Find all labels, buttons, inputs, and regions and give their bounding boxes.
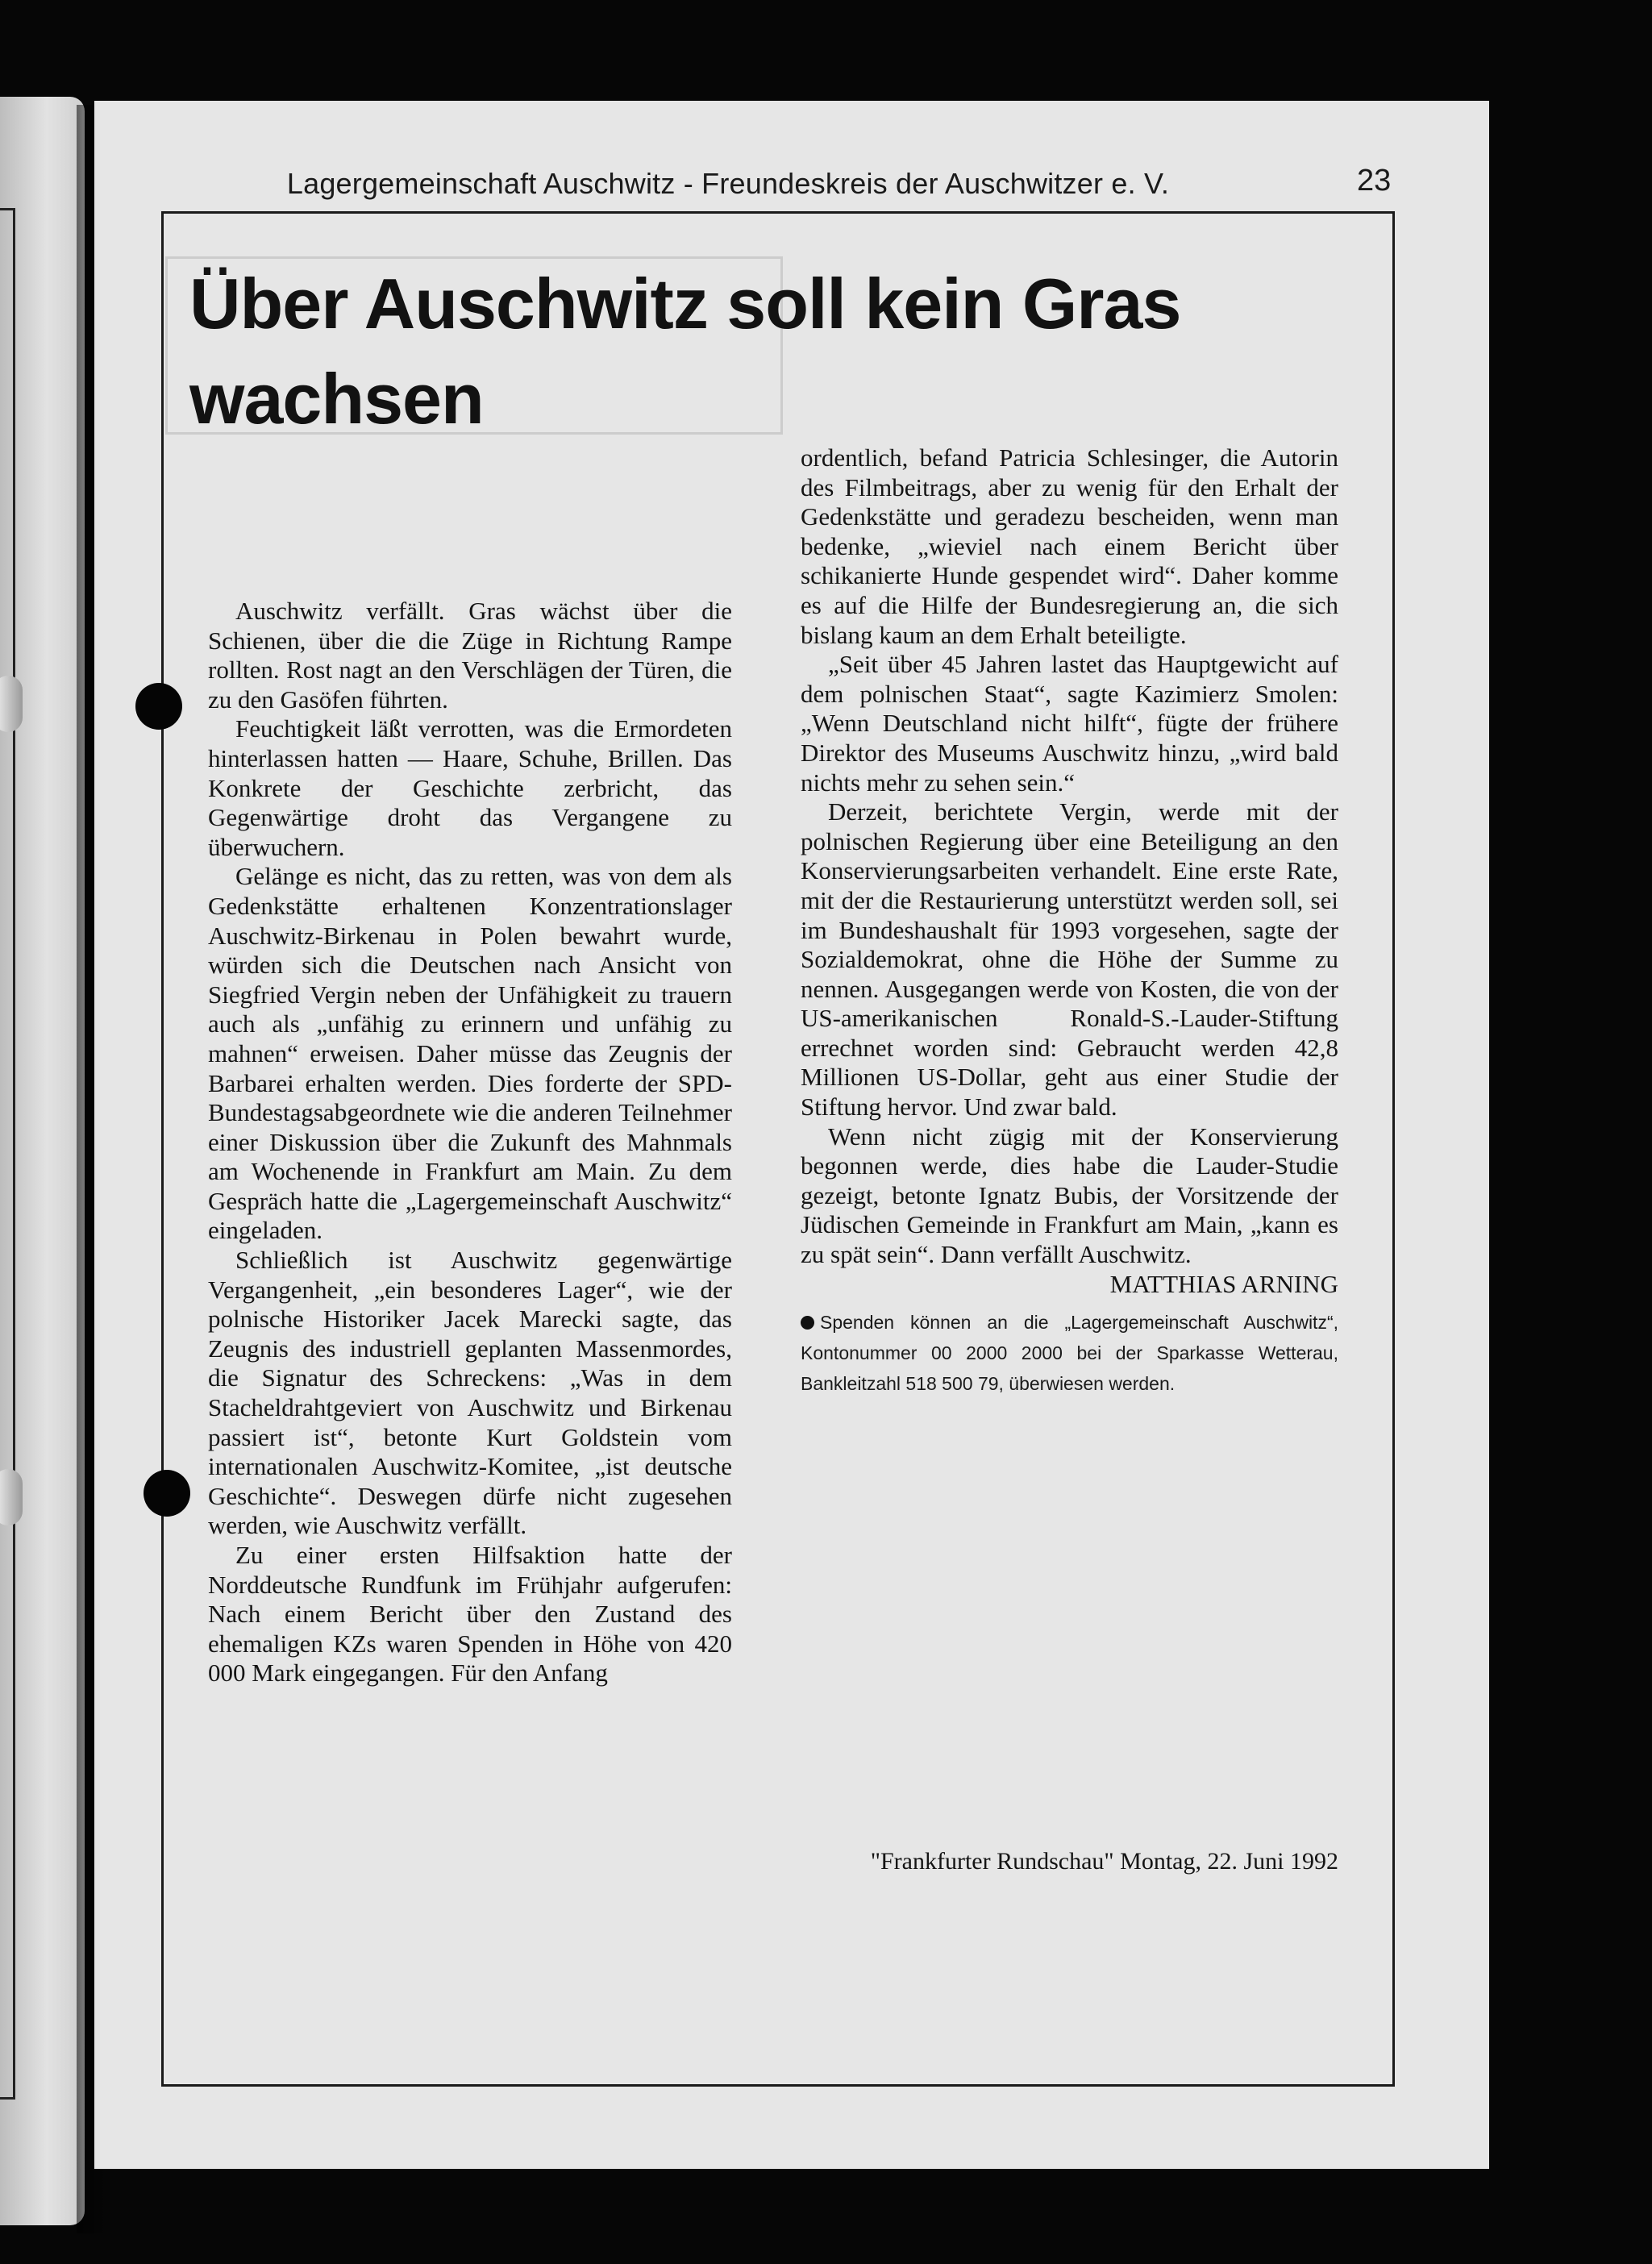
paragraph: ordentlich, befand Patricia Schlesinger, die Autorin des Filmbeitrags, aber zu wenig für den Erhalt der Gedenkstätte und geradezu bescheiden, wenn man bedenke, „wieviel nach einem Bericht über schikanierte Hunde gespendet wird“. Daher komme es auf die Hilfe der Bundesregierung an, die sich bislang kaum an dem Erhalt beteiligte. — [801, 443, 1338, 649]
paragraph: Schließlich ist Auschwitz gegenwärtige Vergangenheit, „ein besonderes Lager“, wie der polnische Historiker Jacek Marecki sagte, das Zeugnis des industriell geplanten Massenmordes, die Signatur des Schreckens: „Was in dem Stacheldrahtgeviert von Auschwitz und Birkenau passiert ist“, betonte Kurt Goldstein vom internationalen Auschwitz-Komitee, „ist deutsche Geschichte“. Deswegen dürfe nicht zugesehen werden, wie Auschwitz verfällt. — [208, 1246, 732, 1540]
binder-ring-bottom — [0, 1469, 23, 1525]
article-column-left — [208, 597, 732, 1688]
paragraph: Derzeit, berichtete Vergin, werde mit der polnischen Regierung über eine Beteiligung an den Konservierungsarbeiten verhandelt. Eine erste Rate, mit der die Restaurierung unterstützt werden soll, sei im Bundeshaushalt für 1993 vorgesehen, sagte der Sozialdemokrat, ohne die Höhe der Summe zu nennen. Ausgegangen werde von Kosten, die von der US-amerikanischen Ronald-S.-Lauder-Stiftung errechnet worden sind: Gebraucht werden 42,8 Millionen US-Dollar, geht aus einer Studie der Stiftung hervor. Und zwar bald. — [801, 797, 1338, 1122]
source-citation: "Frankfurter Rundschau" Montag, 22. Juni 1992 — [870, 1848, 1338, 1875]
paragraph: Auschwitz verfällt. Gras wächst über die Schienen, über die die Züge in Richtung Rampe rollten. Rost nagt an den Verschlägen der Türen, die zu den Gasöfen führten. — [208, 597, 732, 714]
headline-line-2: wachsen — [189, 359, 484, 439]
paragraph: Wenn nicht zügig mit der Konservierung begonnen werde, dies habe die Lauder-Studie gezeigt, betonte Ignatz Bubis, der Vorsitzende der Jüdischen Gemeinde in Frankfurt am Main, „kann es zu spät sein“. Dann verfällt Auschwitz. — [801, 1122, 1338, 1269]
article-column-right — [801, 443, 1338, 1399]
binder-ring-top — [0, 676, 23, 732]
author-byline: MATTHIAS ARNING — [1109, 1269, 1338, 1298]
punch-hole-bottom — [144, 1470, 190, 1517]
article-headline — [189, 256, 1367, 447]
headline-line-1: Über Auschwitz soll kein Gras — [189, 264, 1181, 343]
bullet-icon — [801, 1316, 814, 1330]
page-number: 23 — [1357, 164, 1392, 198]
donation-note — [801, 1307, 1338, 1399]
donation-note-text: Spenden können an die „Lagergemeinschaft Auschwitz“, Kontonummer 00 2000 2000 bei der Sparkasse Wetterau, Bankleitzahl 518 500 79, überwiesen werden. — [801, 1312, 1338, 1395]
paragraph: Gelänge es nicht, das zu retten, was von dem als Gedenkstätte erhaltenen Konzentrationslager Auschwitz-Birkenau in Polen bewahrt wurde, würden sich die Deutschen nach Ansicht von Siegfried Vergin neben der Unfähigkeit zu trauern auch als „unfähig zu erinnern und unfähig zu mahnen“ erweisen. Daher müsse das Zeugnis der Barbarei erhalten werden. Dies forderte der SPD-Bundestagsabgeordnete wie die anderen Teilnehmer einer Diskussion über die Zukunft des Mahnmals am Wochenende in Frankfurt am Main. Zu dem Gespräch hatte die „Lagergemeinschaft Auschwitz“ eingeladen. — [208, 862, 732, 1245]
punch-hole-top — [135, 683, 182, 730]
previous-page-frame — [0, 208, 15, 2100]
paragraph: Zu einer ersten Hilfsaktion hatte der Norddeutsche Rundfunk im Frühjahr aufgerufen: Nach einem Bericht über den Zustand des ehemaligen KZs waren Spenden in Höhe von 420 000 Mark eingegangen. Für den Anfang — [208, 1541, 732, 1688]
paragraph: „Seit über 45 Jahren lastet das Hauptgewicht auf dem polnischen Staat“, sagte Kazimierz Smolen: „Wenn Deutschland nicht hilft“, fügte der frühere Direktor des Museums Auschwitz hinzu, „wird bald nichts mehr zu sehen sein.“ — [801, 650, 1338, 797]
running-head: Lagergemeinschaft Auschwitz - Freundeskreis der Auschwitzer e. V. — [286, 167, 1170, 200]
paragraph: Feuchtigkeit läßt verrotten, was die Ermordeten hinterlassen hatten — Haare, Schuhe, Brillen. Das Konkrete der Geschichte zerbricht, das Gegenwärtige droht das Vergangene zu überwuchern. — [208, 714, 732, 861]
